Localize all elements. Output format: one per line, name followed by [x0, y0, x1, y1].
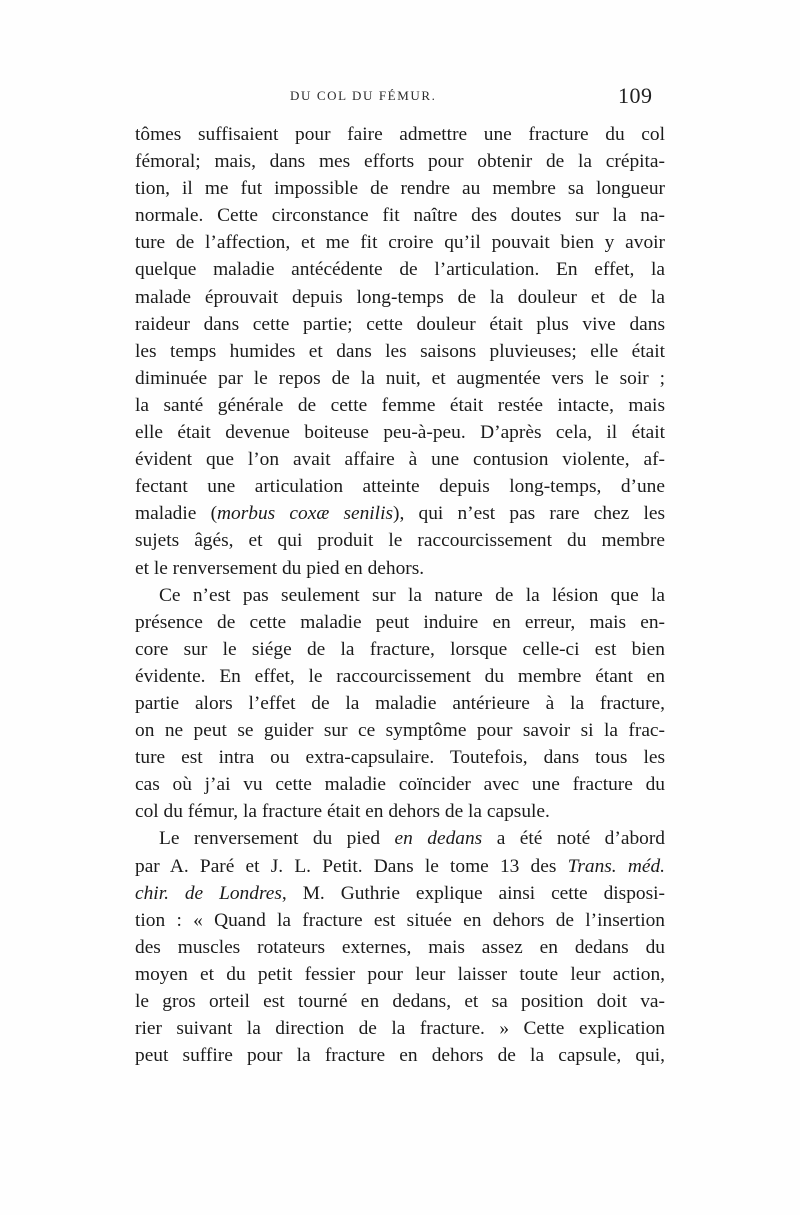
text-line: la santé générale de cette femme était restée intacte, mais [135, 394, 665, 416]
text-line: core sur le siége de la fracture, lorsque celle-ci est bien [135, 638, 665, 660]
text-line: tion, il me fut impossible de rendre au membre sa longueur [135, 178, 665, 200]
text-line: rier suivant la direction de la fracture. » Cette explication [135, 1018, 665, 1040]
italic-text: chir. de Londres [135, 882, 282, 904]
text-line: sujets âgés, et qui produit le raccourcissement du membre [135, 530, 665, 552]
italic-text: Trans. méd. [567, 855, 665, 877]
text-line: normale. Cette circonstance fit naître des doutes sur la na- [135, 205, 665, 227]
text-line: quelque maladie antécédente de l’articulation. En effet, la [135, 259, 665, 281]
text-line: tion : « Quand la fracture est située en dehors de l’insertion [135, 909, 665, 931]
text-line: le gros orteil est tourné en dedans, et sa position doit va- [135, 991, 665, 1012]
text-line: Ce n’est pas seulement sur la nature de la lésion que la [159, 584, 665, 606]
text-line: elle était devenue boiteuse peu-à-peu. D’après cela, il était [135, 422, 665, 444]
text-line [135, 825, 665, 852]
text-segment: ), qui n’est pas rare chez les [393, 503, 665, 525]
text-line: peut suffire pour la fracture en dehors de la capsule, qui, [135, 1045, 665, 1067]
text-line: diminuée par le repos de la nuit, et augmentée vers le soir ; [135, 367, 665, 389]
text-segment: , M. Guthrie explique ainsi cette disposi- [281, 882, 665, 904]
text-line: col du fémur, la fracture était en dehors de la capsule. [135, 801, 550, 823]
body-text [135, 121, 665, 1069]
text-line: malade éprouvait depuis long-temps de la douleur et de la [135, 286, 665, 308]
italic-text: en dedans [394, 828, 483, 850]
text-line: et le renversement du pied en dehors. [135, 557, 425, 579]
page-number: 109 [618, 83, 653, 108]
text-line: évident que l’on avait affaire à une contusion violente, af- [135, 449, 665, 471]
text-line: on ne peut se guider sur ce symptôme pour savoir si la frac- [135, 720, 665, 742]
running-title: DU COL DU FÉMUR. [290, 88, 437, 103]
text-line: tômes suffisaient pour faire admettre une fracture du col [135, 124, 665, 145]
text-line: fectant une articulation atteinte depuis long-temps, d’une [135, 476, 665, 498]
text-segment: par A. Paré et J. L. Petit. Dans le tome 13 des [135, 855, 568, 877]
text-segment: Le renversement du pied [159, 828, 395, 850]
text-line: ture de l’affection, et me fit croire qu’il pouvait bien y avoir [135, 232, 665, 254]
text-line: raideur dans cette partie; cette douleur était plus vive dans [135, 313, 665, 335]
text-line: partie alors l’effet de la maladie antérieure à la fracture, [135, 692, 665, 714]
text-line: des muscles rotateurs externes, mais assez en dedans du [135, 936, 665, 958]
text-segment: a été noté d’abord [482, 828, 665, 850]
text-line: moyen et du petit fessier pour leur laisser toute leur action, [135, 963, 665, 985]
text-line: fémoral; mais, dans mes efforts pour obtenir de la crépita- [135, 151, 665, 173]
text-line: ture est intra ou extra-capsulaire. Toutefois, dans tous les [135, 747, 665, 769]
italic-text: morbus coxæ senilis [217, 503, 394, 525]
text-line [135, 853, 665, 880]
text-line: présence de cette maladie peut induire en erreur, mais en- [135, 611, 665, 633]
text-line [135, 500, 665, 527]
text-line: les temps humides et dans les saisons pluvieuses; elle était [135, 340, 665, 362]
text-line: cas où j’ai vu cette maladie coïncider avec une fracture du [135, 774, 665, 796]
text-line [135, 880, 665, 907]
text-line: évidente. En effet, le raccourcissement du membre étant en [135, 665, 665, 687]
text-segment: maladie ( [135, 503, 218, 525]
